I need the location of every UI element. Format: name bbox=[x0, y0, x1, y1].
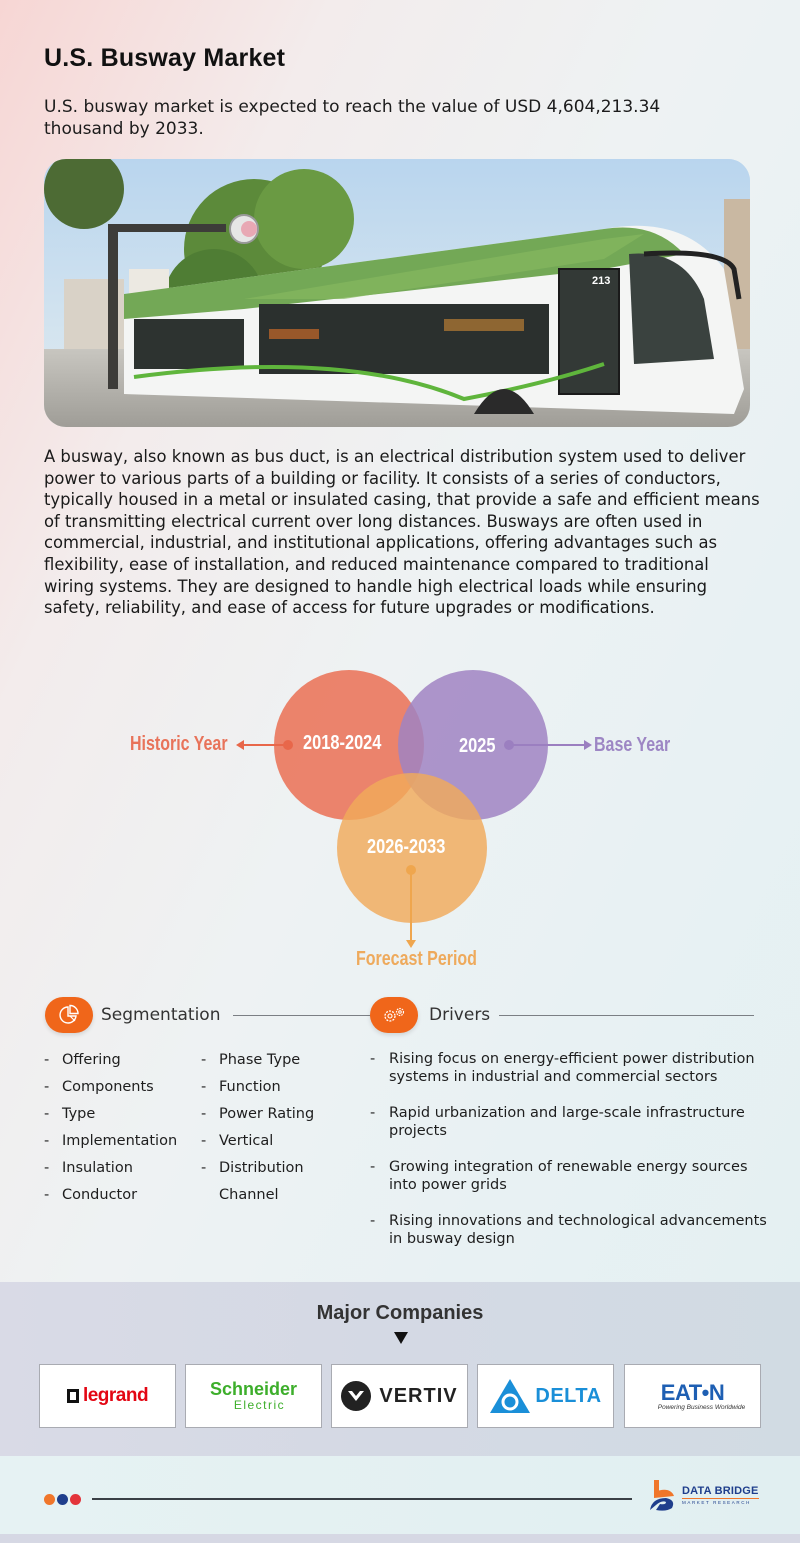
base-year-value: 2025 bbox=[459, 735, 496, 757]
base-label: Base Year bbox=[594, 734, 671, 756]
historic-label: Historic Year bbox=[130, 733, 228, 755]
segment-item: - Function bbox=[201, 1079, 281, 1095]
arrow-right-icon bbox=[584, 740, 592, 750]
driver-item: - Growing integration of renewable energy sources into power grids bbox=[370, 1159, 748, 1193]
segmentation-list-1 bbox=[44, 1047, 177, 1209]
vertiv-mark-icon bbox=[341, 1381, 371, 1411]
data-bridge-mark-icon bbox=[648, 1478, 678, 1512]
arrow-left-icon bbox=[236, 740, 244, 750]
forecast-connector bbox=[410, 872, 412, 942]
logo-eaton: EAT•N Powering Business Worldwide bbox=[624, 1364, 761, 1428]
drivers-header bbox=[370, 997, 490, 1033]
forecast-label: Forecast Period bbox=[356, 948, 477, 970]
segment-item: Channel bbox=[219, 1187, 279, 1203]
footer-dot-orange bbox=[44, 1494, 55, 1505]
driver-item: - Rising innovations and technological advancements in busway design bbox=[370, 1213, 767, 1247]
driver-item: - Rising focus on energy-efficient power distribution systems in industrial and commercial sectors bbox=[370, 1051, 755, 1085]
segmentation-title: Segmentation bbox=[101, 1005, 221, 1025]
segment-item: - Offering bbox=[44, 1052, 121, 1068]
forecast-years: 2026-2033 bbox=[367, 836, 446, 858]
logo-schneider-electric: Schneider Electric bbox=[185, 1364, 322, 1428]
drivers-list bbox=[370, 1050, 770, 1266]
page-title: U.S. Busway Market bbox=[44, 44, 286, 72]
legrand-mark-icon bbox=[67, 1389, 79, 1403]
major-companies-section bbox=[0, 1282, 800, 1456]
segment-item: - Vertical bbox=[201, 1133, 274, 1149]
segmentation-header bbox=[45, 997, 220, 1033]
driver-item: - Rapid urbanization and large-scale infrastructure projects bbox=[370, 1105, 745, 1139]
bus-illustration bbox=[44, 159, 750, 427]
footer-dot-blue bbox=[57, 1494, 68, 1505]
footer-dot-red bbox=[70, 1494, 81, 1505]
segment-item: - Distribution bbox=[201, 1160, 304, 1176]
timeline-venn-diagram bbox=[0, 660, 800, 980]
hero-image-bus bbox=[44, 159, 750, 427]
footer bbox=[0, 1456, 800, 1534]
segmentation-list-2 bbox=[201, 1047, 314, 1209]
companies-title: Major Companies bbox=[316, 1302, 484, 1324]
historic-years: 2018-2024 bbox=[303, 732, 382, 754]
segment-item: - Implementation bbox=[44, 1133, 178, 1149]
segment-item: - Power Rating bbox=[201, 1106, 315, 1122]
pie-chart-icon bbox=[45, 997, 93, 1033]
svg-text:213: 213 bbox=[592, 275, 611, 287]
logo-legrand: legrand bbox=[39, 1364, 176, 1428]
gears-icon bbox=[370, 997, 418, 1033]
logo-delta: DELTA bbox=[477, 1364, 614, 1428]
footer-strip bbox=[0, 1534, 800, 1543]
segment-item: - Type bbox=[44, 1106, 96, 1122]
historic-connector bbox=[242, 744, 286, 746]
triangle-down-icon bbox=[394, 1332, 408, 1344]
drivers-title: Drivers bbox=[429, 1005, 491, 1025]
arrow-down-icon bbox=[406, 940, 416, 948]
delta-triangle-icon bbox=[489, 1378, 531, 1414]
segment-item: - Conductor bbox=[44, 1187, 138, 1203]
segment-item: - Insulation bbox=[44, 1160, 133, 1176]
logo-vertiv: VERTIV bbox=[331, 1364, 468, 1428]
drivers-divider bbox=[499, 1015, 754, 1016]
segment-item: - Phase Type bbox=[201, 1052, 301, 1068]
base-connector bbox=[512, 744, 584, 746]
footer-divider bbox=[92, 1498, 632, 1500]
busway-description: A busway, also known as bus duct, is an electrical distribution system used to deliver power to various parts of a building or facility. It consists of a series of conductors, typically housed in a metal or insulated casing, that provide a safe and efficient means of transmitting electrical current over long distances. Busways are often used in commercial, industrial, and institutional applications, offering advantages such as flexibility, ease of installation, and reduced maintenance compared to traditional wiring systems. They are designed to handle high electrical loads while ensuring safety, reliability, and ease of access for future upgrades or modifications. bbox=[44, 447, 760, 618]
segmentation-divider bbox=[233, 1015, 373, 1016]
data-bridge-logo: DATA BRIDGE MARKET RESEARCH bbox=[648, 1478, 759, 1512]
market-summary: U.S. busway market is expected to reach the value of USD 4,604,213.34 thousand by 2033. bbox=[44, 97, 661, 139]
segment-item: - Components bbox=[44, 1079, 154, 1095]
